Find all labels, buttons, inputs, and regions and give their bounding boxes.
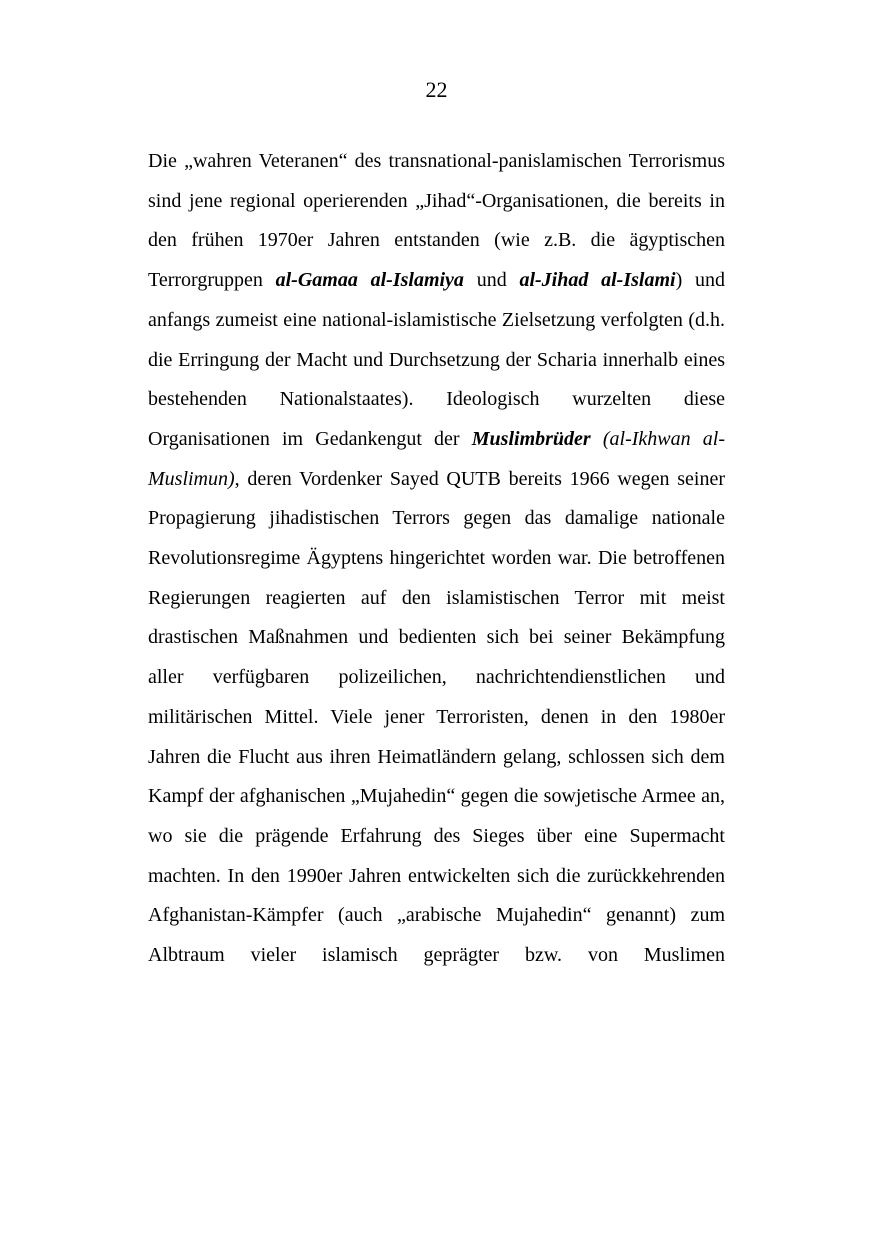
italic-term: (al-Ikhwan al-Muslimun) <box>148 427 725 490</box>
body-paragraph <box>148 142 725 976</box>
text-segment: , deren Vordenker Sayed QUTB bereits 1966 wegen seiner Propagierung jihadistischen Terrors gegen das damalige nationale Revolutionsregime Ägyptens hingerichtet worden war. Die betroffenen Regierungen reagierten auf den islamistischen Terror mit meist drastischen Maßnahmen und bedienten sich bei seiner Bekämpfung aller verfügbaren polizeilichen, nachrichtendienstlichen und militärischen Mittel. Viele jener Terroristen, denen in den 1980er Jahren die Flucht aus ihren Heimatländern gelang, schlossen sich dem Kampf der afghanischen „Mujahedin“ gegen die sowjetische Armee an, wo sie die prägende Erfahrung des Sieges über eine Supermacht machten. In den 1990er Jahren entwickelten sich die zurückkehrenden Afghanistan-Kämpfer (auch „arabische Mujahedin“ genannt) zum Albtraum vieler islamisch geprägter bzw. von Muslimen <box>148 467 725 967</box>
text-segment: Die „wahren Veteranen“ des transnational-panislamischen Terrorismus sind jene regional operierenden „Jihad“-Organisationen, die bereits in den frühen 1970er Jahren entstanden (wie z.B. die ägyptischen Terrorgruppen <box>148 150 725 292</box>
emphasis-term: Muslimbrüder <box>471 427 591 450</box>
emphasis-term: al-Gamaa al-Islamiya <box>275 269 464 292</box>
text-segment: und <box>463 269 520 292</box>
emphasis-term: al-Jihad al-Islami <box>519 269 676 292</box>
page-number: 22 <box>425 77 448 102</box>
text-segment: ) und anfangs zumeist eine national-islamistische Zielsetzung verfolgten (d.h. die Erringung der Macht und Durchsetzung der Scharia innerhalb eines bestehenden Nationalstaates). Ideologisch wurzelten diese Organisationen im Gedankengut der <box>148 269 726 450</box>
